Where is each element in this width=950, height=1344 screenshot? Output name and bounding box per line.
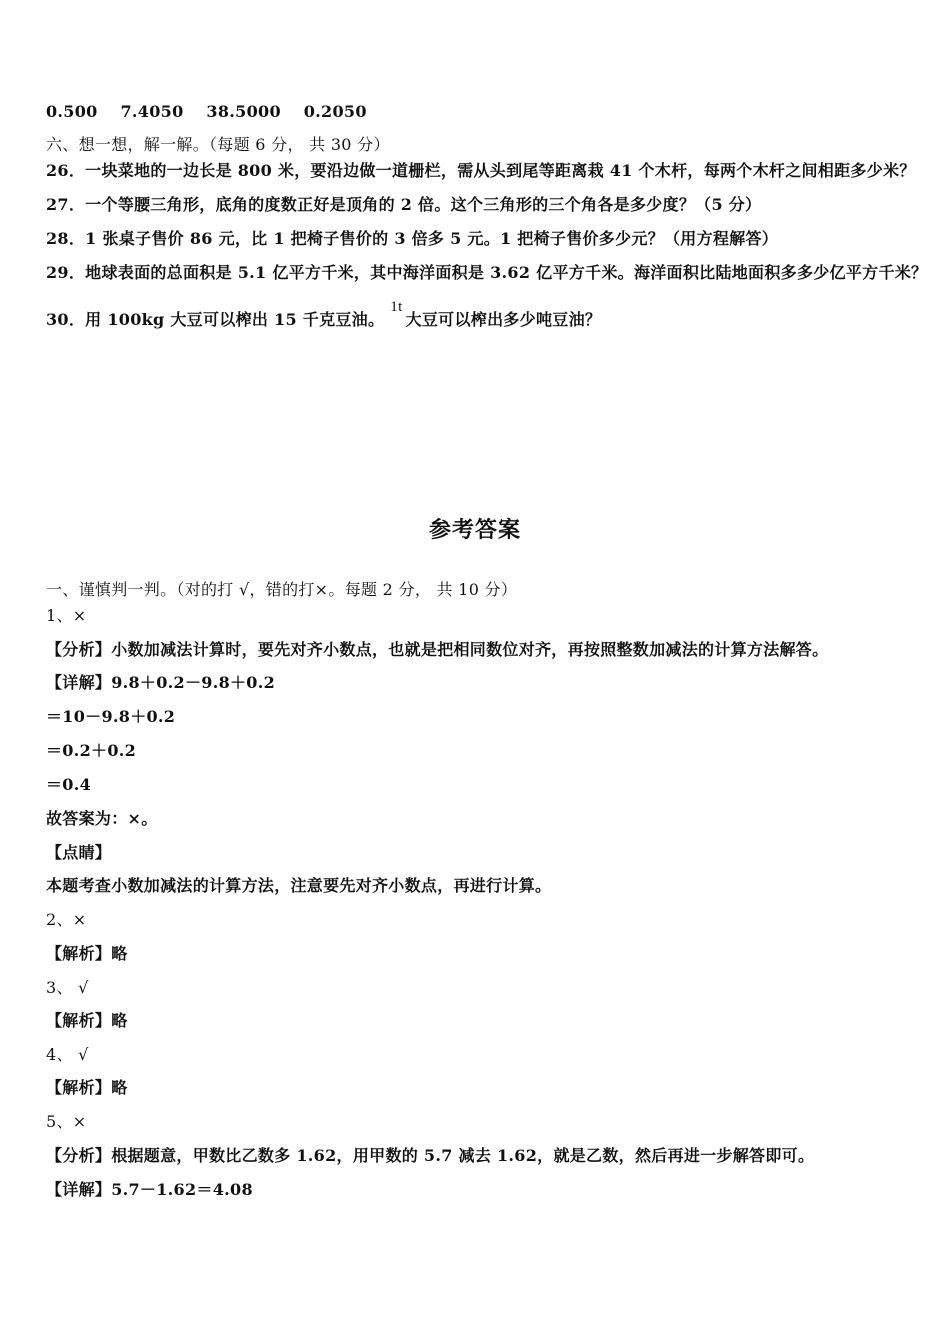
answer-line: 【解析】略 — [46, 944, 128, 963]
answer-line: 本题考查小数加减法的计算方法，注意要先对齐小数点，再进行计算。 — [46, 876, 552, 895]
question-26: 26．一块菜地的一边长是 800 米，要沿边做一道栅栏，需从头到尾等距离栽 41 个木杆，每两个木杆之间相距多少米？ — [46, 161, 916, 180]
number-value: 0.500 — [46, 102, 98, 121]
answer-line: 故答案为：×。 — [46, 809, 158, 828]
answer-line: 【详解】9.8＋0.2－9.8＋0.2 — [46, 673, 276, 692]
number-value: 0.2050 — [303, 102, 367, 121]
question-30-text-after: 大豆可以榨出多少吨豆油？ — [405, 310, 602, 329]
previous-answer-numbers — [46, 102, 384, 122]
section-one-heading: 一、谨慎判一判。（对的打 √，错的打×。每题 2 分， 共 10 分） — [46, 580, 518, 599]
answer-line: 3、 √ — [46, 978, 89, 997]
answer-line: 【详解】5.7－1.62＝4.08 — [46, 1180, 253, 1199]
question-30 — [46, 299, 602, 331]
question-30-text-before: 30．用 100kg 大豆可以榨出 15 千克豆油。 — [46, 310, 385, 329]
answer-line: ＝0.2＋0.2 — [46, 741, 137, 760]
answer-line: 1、× — [46, 606, 87, 625]
answer-line: 【解析】略 — [46, 1011, 128, 1030]
answers-title: 参考答案 — [428, 517, 521, 543]
answer-line: 2、× — [46, 910, 87, 929]
answer-line: ＝10－9.8＋0.2 — [46, 707, 176, 726]
answer-line: 4、 √ — [46, 1045, 89, 1064]
number-value: 7.4050 — [120, 102, 184, 121]
question-29: 29．地球表面的总面积是 5.1 亿平方千米，其中海洋面积是 3.62 亿平方千米。海洋面积比陆地面积多多少亿平方千米？ — [46, 263, 928, 282]
answer-line: 【点睛】 — [46, 843, 112, 862]
number-value: 38.5000 — [206, 102, 281, 121]
question-27: 27．一个等腰三角形，底角的度数正好是顶角的 2 倍。这个三角形的三个角各是多少度？（5 分） — [46, 195, 762, 214]
answer-line: ＝0.4 — [46, 775, 92, 794]
section-six-heading: 六、想一想，解一解。（每题 6 分， 共 30 分） — [46, 135, 390, 154]
answer-line: 【分析】小数加减法计算时，要先对齐小数点，也就是把相同数位对齐，再按照整数加减法的计算方法解答。 — [46, 640, 829, 659]
answer-line: 5、× — [46, 1112, 87, 1131]
answer-line: 【解析】略 — [46, 1078, 128, 1097]
question-28: 28．1 张桌子售价 86 元，比 1 把椅子售价的 3 倍多 5 元。1 把椅子售价多少元？（用方程解答） — [46, 229, 779, 248]
question-30-formula: 1t — [390, 299, 403, 315]
answer-line: 【分析】根据题意，甲数比乙数多 1.62，用甲数的 5.7 减去 1.62，就是乙数，然后再进一步解答即可。 — [46, 1146, 815, 1165]
